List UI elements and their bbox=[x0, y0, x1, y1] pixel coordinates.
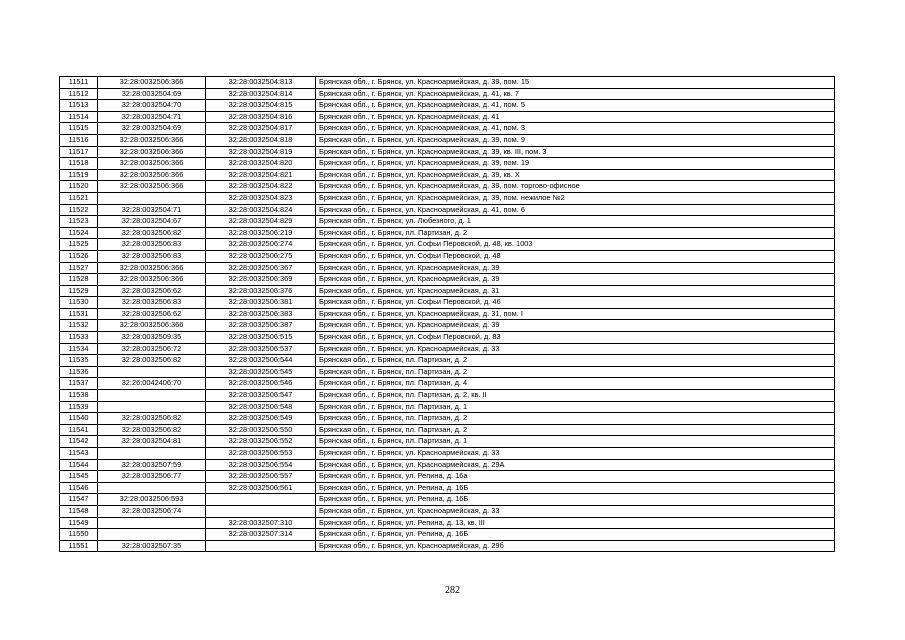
table-row bbox=[60, 308, 835, 320]
records-table bbox=[59, 76, 835, 552]
object-number-cell: 32:28:0032504:821 bbox=[206, 169, 316, 181]
table-row bbox=[60, 390, 835, 402]
object-number-cell: 32:28:0032504:817 bbox=[206, 123, 316, 135]
row-number-cell: 11516 bbox=[60, 134, 98, 146]
object-number-cell: 32:28:0032506:381 bbox=[206, 297, 316, 309]
table-row bbox=[60, 146, 835, 158]
address-cell: Брянская обл., г. Брянск, ул. Красноармейская, д. 39, кв. X bbox=[316, 169, 835, 181]
object-number-cell: 32:28:0032506:274 bbox=[206, 239, 316, 251]
row-number-cell: 11512 bbox=[60, 88, 98, 100]
address-cell: Брянская обл., г. Брянск, ул. Красноармейская, д. 39 bbox=[316, 274, 835, 286]
row-number-cell: 11538 bbox=[60, 390, 98, 402]
address-cell: Брянская обл., г. Брянск, ул. Красноармейская, д. 39 bbox=[316, 262, 835, 274]
table-row bbox=[60, 285, 835, 297]
object-number-cell: 32:28:0032504:819 bbox=[206, 146, 316, 158]
parcel-number-cell: 32:28:0032504:69 bbox=[98, 123, 206, 135]
parcel-number-cell: 32:28:0032504:67 bbox=[98, 216, 206, 228]
address-cell: Брянская обл., г. Брянск, ул. Красноармейская, д. 41, пом. 6 bbox=[316, 204, 835, 216]
address-cell: Брянская обл., г. Брянск, ул. Красноармейская, д. 41 bbox=[316, 111, 835, 123]
table-row bbox=[60, 192, 835, 204]
object-number-cell bbox=[206, 505, 316, 517]
address-cell: Брянская обл., г. Брянск, пл. Партизан, д. 4 bbox=[316, 378, 835, 390]
row-number-cell: 11525 bbox=[60, 239, 98, 251]
parcel-number-cell: 32:28:0032506:366 bbox=[98, 181, 206, 193]
row-number-cell: 11534 bbox=[60, 343, 98, 355]
object-number-cell: 32:28:0032506:552 bbox=[206, 436, 316, 448]
parcel-number-cell: 32:28:0032507:35 bbox=[98, 540, 206, 552]
parcel-number-cell: 32:28:0032506:366 bbox=[98, 134, 206, 146]
row-number-cell: 11539 bbox=[60, 401, 98, 413]
table-row bbox=[60, 517, 835, 529]
parcel-number-cell bbox=[98, 401, 206, 413]
parcel-number-cell bbox=[98, 529, 206, 541]
parcel-number-cell: 32:28:0032506:82 bbox=[98, 424, 206, 436]
parcel-number-cell bbox=[98, 366, 206, 378]
address-cell: Брянская обл., г. Брянск, ул. Красноармейская, д. 29А bbox=[316, 459, 835, 471]
address-cell: Брянская обл., г. Брянск, ул. Репина, д. 16а bbox=[316, 471, 835, 483]
table-row bbox=[60, 355, 835, 367]
address-cell: Брянская обл., г. Брянск, ул. Софьи Перовской, д. 48, кв. 1003 bbox=[316, 239, 835, 251]
address-cell: Брянская обл., г. Брянск, ул. Красноармейская, д. 39, пом. 19 bbox=[316, 158, 835, 170]
parcel-number-cell: 32:28:0032504:71 bbox=[98, 111, 206, 123]
table-row bbox=[60, 505, 835, 517]
row-number-cell: 11513 bbox=[60, 100, 98, 112]
object-number-cell: 32:28:0032504:822 bbox=[206, 181, 316, 193]
row-number-cell: 11544 bbox=[60, 459, 98, 471]
table-row bbox=[60, 216, 835, 228]
parcel-number-cell: 32:28:0032504:69 bbox=[98, 88, 206, 100]
address-cell: Брянская обл., г. Брянск, пл. Партизан, д. 1 bbox=[316, 436, 835, 448]
row-number-cell: 11522 bbox=[60, 204, 98, 216]
object-number-cell: 32:28:0032506:387 bbox=[206, 320, 316, 332]
address-cell: Брянская обл., г. Брянск, пл. Партизан, д. 1 bbox=[316, 401, 835, 413]
object-number-cell: 32:28:0032507:310 bbox=[206, 517, 316, 529]
table-row bbox=[60, 401, 835, 413]
object-number-cell: 32:28:0032504:814 bbox=[206, 88, 316, 100]
object-number-cell: 32:28:0032506:549 bbox=[206, 413, 316, 425]
table-row bbox=[60, 169, 835, 181]
table-row bbox=[60, 482, 835, 494]
table-row bbox=[60, 158, 835, 170]
parcel-number-cell: 32:28:0032506:83 bbox=[98, 239, 206, 251]
table-row bbox=[60, 111, 835, 123]
object-number-cell: 32:28:0032506:557 bbox=[206, 471, 316, 483]
row-number-cell: 11521 bbox=[60, 192, 98, 204]
page-number: 282 bbox=[445, 585, 460, 596]
address-cell: Брянская обл., г. Брянск, ул. Красноармейская, д. 41, пом. 5 bbox=[316, 100, 835, 112]
parcel-number-cell: 32:28:0032506:593 bbox=[98, 494, 206, 506]
address-cell: Брянская обл., г. Брянск, ул. Репина, д. 16Б bbox=[316, 529, 835, 541]
object-number-cell: 32:28:0032506:537 bbox=[206, 343, 316, 355]
row-number-cell: 11530 bbox=[60, 297, 98, 309]
object-number-cell: 32:28:0032504:829 bbox=[206, 216, 316, 228]
address-cell: Брянская обл., г. Брянск, ул. Красноармейская, д. 31 bbox=[316, 285, 835, 297]
object-number-cell: 32:28:0032504:815 bbox=[206, 100, 316, 112]
row-number-cell: 11551 bbox=[60, 540, 98, 552]
row-number-cell: 11550 bbox=[60, 529, 98, 541]
object-number-cell: 32:28:0032506:547 bbox=[206, 390, 316, 402]
parcel-number-cell bbox=[98, 517, 206, 529]
parcel-number-cell: 32:28:0032504:71 bbox=[98, 204, 206, 216]
parcel-number-cell: 32:28:0032506:366 bbox=[98, 146, 206, 158]
address-cell: Брянская обл., г. Брянск, пл. Партизан, д. 2 bbox=[316, 424, 835, 436]
object-number-cell: 32:28:0032506:367 bbox=[206, 262, 316, 274]
row-number-cell: 11527 bbox=[60, 262, 98, 274]
object-number-cell: 32:28:0032506:515 bbox=[206, 332, 316, 344]
parcel-number-cell: 32:28:0032506:62 bbox=[98, 308, 206, 320]
object-number-cell: 32:28:0032506:383 bbox=[206, 308, 316, 320]
address-cell: Брянская обл., г. Брянск, ул. Красноармейская, д. 39, кв. III, пом. 3 bbox=[316, 146, 835, 158]
parcel-number-cell: 32:28:0032506:366 bbox=[98, 262, 206, 274]
address-cell: Брянская обл., г. Брянск, ул. Софьи Перовской, д. 46 bbox=[316, 297, 835, 309]
table-row bbox=[60, 123, 835, 135]
parcel-number-cell bbox=[98, 192, 206, 204]
address-cell: Брянская обл., г. Брянск, ул. Репина, д. 16Б bbox=[316, 482, 835, 494]
object-number-cell: 32:28:0032506:561 bbox=[206, 482, 316, 494]
table-row bbox=[60, 343, 835, 355]
object-number-cell bbox=[206, 494, 316, 506]
parcel-number-cell: 32:28:0032506:62 bbox=[98, 285, 206, 297]
table-row bbox=[60, 459, 835, 471]
object-number-cell: 32:28:0032504:823 bbox=[206, 192, 316, 204]
row-number-cell: 11537 bbox=[60, 378, 98, 390]
object-number-cell: 32:28:0032506:369 bbox=[206, 274, 316, 286]
object-number-cell: 32:28:0032504:824 bbox=[206, 204, 316, 216]
table-row bbox=[60, 181, 835, 193]
address-cell: Брянская обл., г. Брянск, ул. Софьи Перовской, д. 48 bbox=[316, 250, 835, 262]
row-number-cell: 11518 bbox=[60, 158, 98, 170]
row-number-cell: 11545 bbox=[60, 471, 98, 483]
table-row bbox=[60, 540, 835, 552]
object-number-cell: 32:28:0032506:275 bbox=[206, 250, 316, 262]
table-row bbox=[60, 262, 835, 274]
parcel-number-cell: 32:28:0032506:366 bbox=[98, 274, 206, 286]
object-number-cell: 32:28:0032504:820 bbox=[206, 158, 316, 170]
object-number-cell: 32:28:0032504:818 bbox=[206, 134, 316, 146]
parcel-number-cell bbox=[98, 448, 206, 460]
table-row bbox=[60, 378, 835, 390]
table-row bbox=[60, 227, 835, 239]
parcel-number-cell: 32:28:0032506:366 bbox=[98, 77, 206, 89]
table-row bbox=[60, 320, 835, 332]
parcel-number-cell: 32:28:0032506:82 bbox=[98, 355, 206, 367]
row-number-cell: 11541 bbox=[60, 424, 98, 436]
address-cell: Брянская обл., г. Брянск, ул. Красноармейская, д. 41, кв. 7 bbox=[316, 88, 835, 100]
parcel-number-cell bbox=[98, 390, 206, 402]
row-number-cell: 11532 bbox=[60, 320, 98, 332]
table-row bbox=[60, 424, 835, 436]
object-number-cell: 32:28:0032506:553 bbox=[206, 448, 316, 460]
row-number-cell: 11520 bbox=[60, 181, 98, 193]
parcel-number-cell: 32:28:0032506:72 bbox=[98, 343, 206, 355]
table-row bbox=[60, 134, 835, 146]
row-number-cell: 11535 bbox=[60, 355, 98, 367]
address-cell: Брянская обл., г. Брянск, пл. Партизан, д. 2 bbox=[316, 413, 835, 425]
address-cell: Брянская обл., г. Брянск, ул. Красноармейская, д. 33 bbox=[316, 448, 835, 460]
parcel-number-cell: 32:28:0032506:366 bbox=[98, 320, 206, 332]
parcel-number-cell: 32:28:0032506:366 bbox=[98, 169, 206, 181]
table-row bbox=[60, 100, 835, 112]
row-number-cell: 11548 bbox=[60, 505, 98, 517]
table-row bbox=[60, 250, 835, 262]
table-row bbox=[60, 204, 835, 216]
table-row bbox=[60, 448, 835, 460]
parcel-number-cell bbox=[98, 482, 206, 494]
object-number-cell: 32:28:0032506:376 bbox=[206, 285, 316, 297]
row-number-cell: 11549 bbox=[60, 517, 98, 529]
address-cell: Брянская обл., г. Брянск, ул. Любезного, д. 1 bbox=[316, 216, 835, 228]
row-number-cell: 11511 bbox=[60, 77, 98, 89]
address-cell: Брянская обл., г. Брянск, ул. Красноармейская, д. 41, пом. 3 bbox=[316, 123, 835, 135]
address-cell: Брянская обл., г. Брянск, пл. Партизан, д. 2 bbox=[316, 366, 835, 378]
address-cell: Брянская обл., г. Брянск, ул. Красноармейская, д. 33 bbox=[316, 343, 835, 355]
address-cell: Брянская обл., г. Брянск, пл. Партизан, д. 2, кв. II bbox=[316, 390, 835, 402]
parcel-number-cell: 32:28:0032506:77 bbox=[98, 471, 206, 483]
parcel-number-cell: 32:28:0032506:82 bbox=[98, 413, 206, 425]
object-number-cell bbox=[206, 540, 316, 552]
row-number-cell: 11542 bbox=[60, 436, 98, 448]
table-row bbox=[60, 77, 835, 89]
parcel-number-cell: 32:28:0032509:35 bbox=[98, 332, 206, 344]
parcel-number-cell: 32:26:0042406:70 bbox=[98, 378, 206, 390]
row-number-cell: 11536 bbox=[60, 366, 98, 378]
address-cell: Брянская обл., г. Брянск, пл. Партизан, д. 2 bbox=[316, 227, 835, 239]
row-number-cell: 11524 bbox=[60, 227, 98, 239]
row-number-cell: 11543 bbox=[60, 448, 98, 460]
row-number-cell: 11519 bbox=[60, 169, 98, 181]
object-number-cell: 32:28:0032506:545 bbox=[206, 366, 316, 378]
address-cell: Брянская обл., г. Брянск, ул. Красноармейская, д. 39, пом. 15 bbox=[316, 77, 835, 89]
row-number-cell: 11514 bbox=[60, 111, 98, 123]
object-number-cell: 32:28:0032506:554 bbox=[206, 459, 316, 471]
address-cell: Брянская обл., г. Брянск, ул. Репина, д. 13, кв. III bbox=[316, 517, 835, 529]
table-row bbox=[60, 529, 835, 541]
table-row bbox=[60, 366, 835, 378]
parcel-number-cell: 32:28:0032504:70 bbox=[98, 100, 206, 112]
table-row bbox=[60, 494, 835, 506]
row-number-cell: 11547 bbox=[60, 494, 98, 506]
object-number-cell: 32:28:0032507:314 bbox=[206, 529, 316, 541]
table-row bbox=[60, 471, 835, 483]
parcel-number-cell: 32:28:0032507:59 bbox=[98, 459, 206, 471]
table-row bbox=[60, 239, 835, 251]
row-number-cell: 11517 bbox=[60, 146, 98, 158]
parcel-number-cell: 32:28:0032506:366 bbox=[98, 158, 206, 170]
address-cell: Брянская обл., г. Брянск, ул. Красноармейская, д. 39, пом. 9 bbox=[316, 134, 835, 146]
parcel-number-cell: 32:28:0032506:83 bbox=[98, 250, 206, 262]
object-number-cell: 32:28:0032506:548 bbox=[206, 401, 316, 413]
table-row bbox=[60, 297, 835, 309]
table-row bbox=[60, 332, 835, 344]
row-number-cell: 11533 bbox=[60, 332, 98, 344]
row-number-cell: 11531 bbox=[60, 308, 98, 320]
object-number-cell: 32:28:0032506:544 bbox=[206, 355, 316, 367]
address-cell: Брянская обл., г. Брянск, ул. Софьи Перовской, д. 83 bbox=[316, 332, 835, 344]
row-number-cell: 11523 bbox=[60, 216, 98, 228]
parcel-number-cell: 32:28:0032504:81 bbox=[98, 436, 206, 448]
table-row bbox=[60, 274, 835, 286]
address-cell: Брянская обл., г. Брянск, пл. Партизан, д. 2 bbox=[316, 355, 835, 367]
address-cell: Брянская обл., г. Брянск, ул. Репина, д. 16Б bbox=[316, 494, 835, 506]
row-number-cell: 11540 bbox=[60, 413, 98, 425]
object-number-cell: 32:28:0032506:546 bbox=[206, 378, 316, 390]
address-cell: Брянская обл., г. Брянск, ул. Красноармейская, д. 29б bbox=[316, 540, 835, 552]
row-number-cell: 11526 bbox=[60, 250, 98, 262]
table-row bbox=[60, 436, 835, 448]
object-number-cell: 32:28:0032504:813 bbox=[206, 77, 316, 89]
object-number-cell: 32:28:0032504:816 bbox=[206, 111, 316, 123]
table-row bbox=[60, 88, 835, 100]
address-cell: Брянская обл., г. Брянск, ул. Красноармейская, д. 39 bbox=[316, 320, 835, 332]
row-number-cell: 11529 bbox=[60, 285, 98, 297]
object-number-cell: 32:28:0032506:550 bbox=[206, 424, 316, 436]
parcel-number-cell: 32:28:0032506:82 bbox=[98, 227, 206, 239]
address-cell: Брянская обл., г. Брянск, ул. Красноармейская, д. 31, пом. I bbox=[316, 308, 835, 320]
row-number-cell: 11515 bbox=[60, 123, 98, 135]
address-cell: Брянская обл., г. Брянск, ул. Красноармейская, д. 39, пом. нежилое №2 bbox=[316, 192, 835, 204]
row-number-cell: 11528 bbox=[60, 274, 98, 286]
address-cell: Брянская обл., г. Брянск, ул. Красноармейская, д. 33 bbox=[316, 505, 835, 517]
parcel-number-cell: 32:28:0032506:74 bbox=[98, 505, 206, 517]
object-number-cell: 32:28:0032506:219 bbox=[206, 227, 316, 239]
address-cell: Брянская обл., г. Брянск, ул. Красноармейская, д. 39, пом. торгово-офисное bbox=[316, 181, 835, 193]
table-row bbox=[60, 413, 835, 425]
records-table-body bbox=[60, 77, 835, 552]
row-number-cell: 11546 bbox=[60, 482, 98, 494]
parcel-number-cell: 32:28:0032506:83 bbox=[98, 297, 206, 309]
